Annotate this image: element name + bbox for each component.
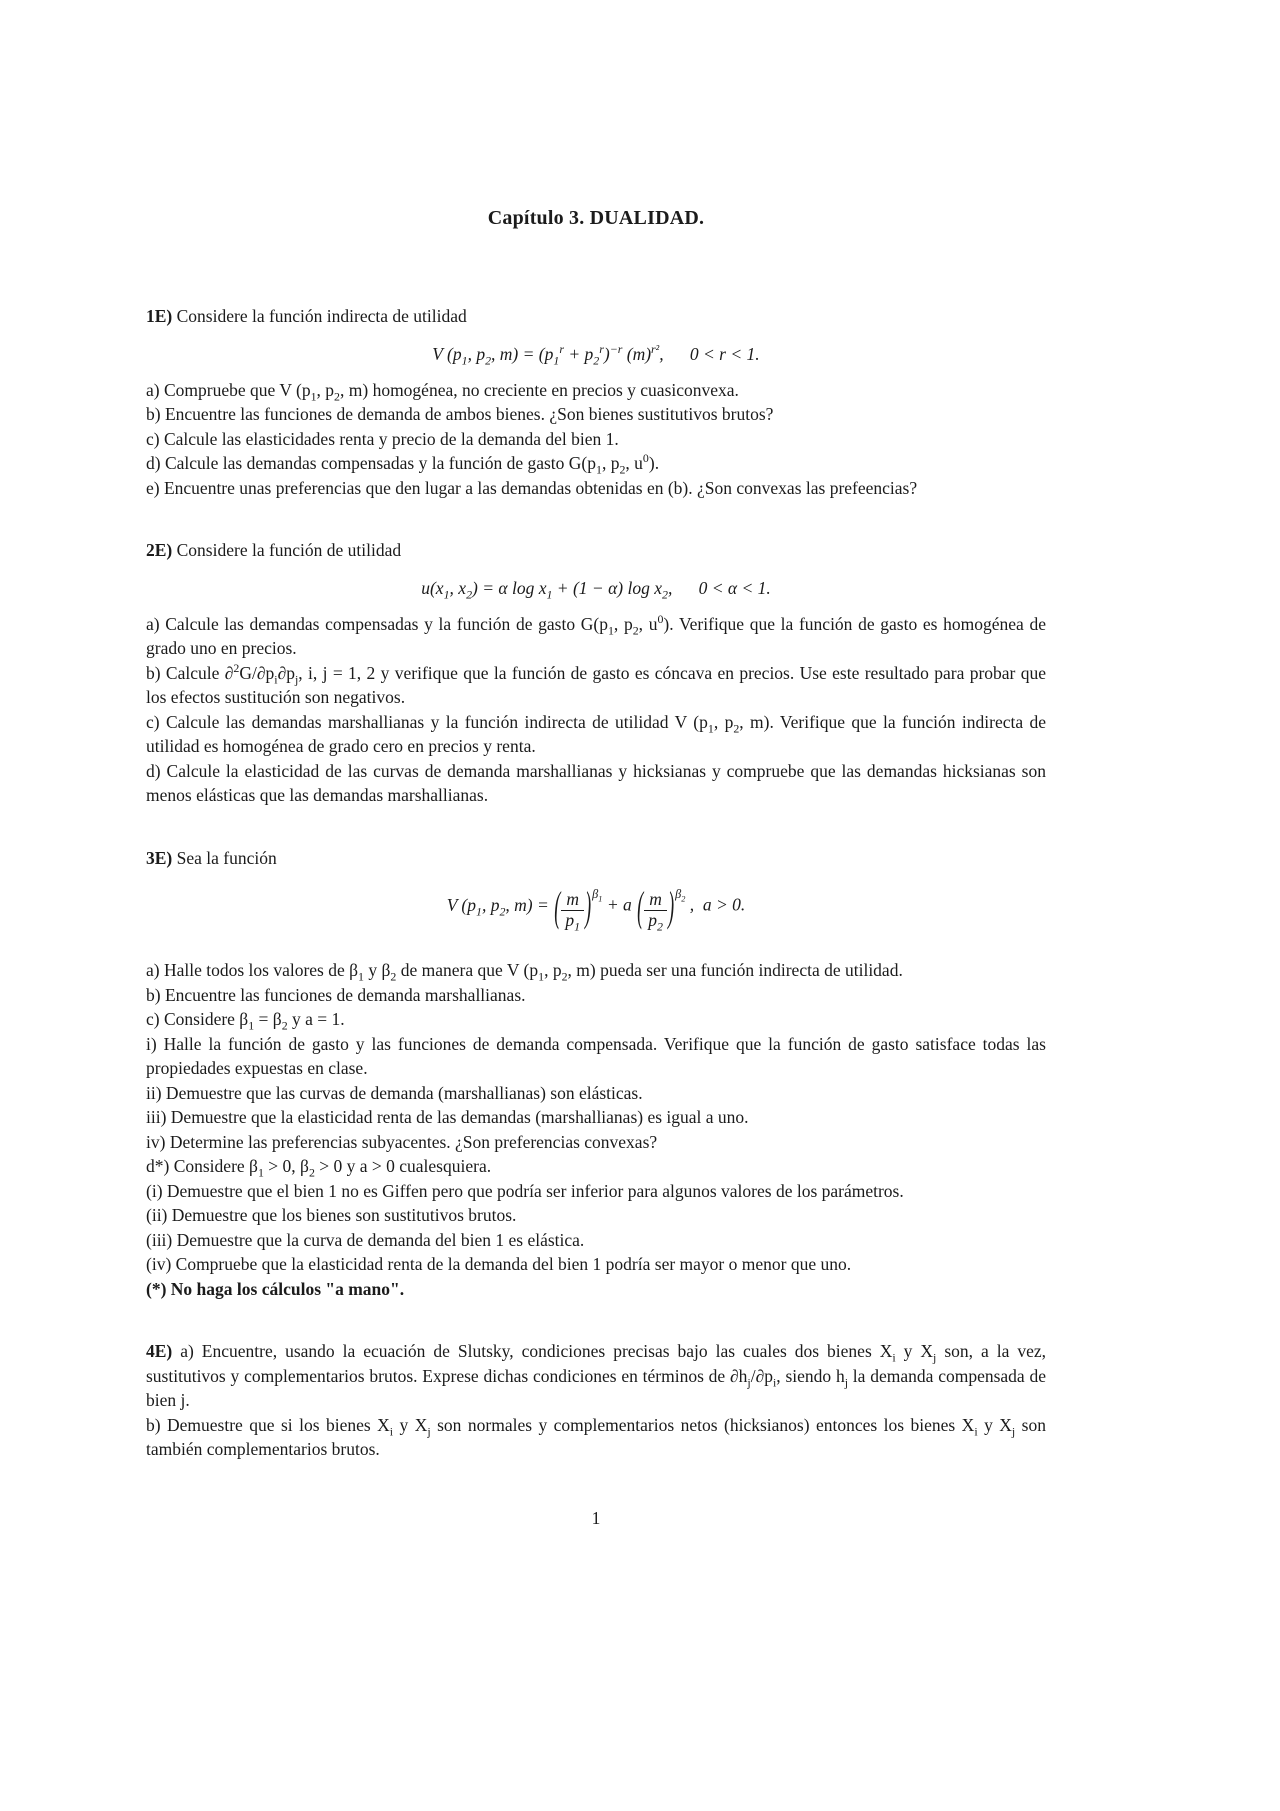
problem-4e-part-b: b) Demuestre que si los bienes $X_i$ y $X_j$ son normales y complementarios netos (hicksianos) entonces los bienes $X_i$ y $X_j$ son también complementarios brutos. bbox=[146, 1414, 1046, 1460]
page-number: 1 bbox=[591, 1507, 601, 1528]
problem-2e-item-c: c) Calcule las demandas marshallianas y la función indirecta de utilidad V ($p_1$, $p_2$, m). Verifique que la función indirecta de utilidad es homogénea de grado cero en precios y renta. bbox=[146, 711, 1047, 756]
problem-3e-item-dstar: d*) Considere $\beta_1 > 0$, $\beta_2 > 0$ y a > 0 cualesquiera. bbox=[146, 1156, 492, 1180]
formula-3e-tail: , a > 0. bbox=[685, 894, 746, 915]
right-paren: ) bbox=[667, 883, 675, 930]
problem-3e-item-c: c) Considere $\beta_1 = \beta_2$ y a = 1. bbox=[146, 1009, 345, 1033]
fraction-2-numerator: m bbox=[649, 889, 662, 909]
problem-3e-item-i: i) Halle la función de gasto y las funciones de demanda compensada. Verifique que la función de gasto satisface todas las propiedades expuestas en clase. bbox=[146, 1033, 1046, 1079]
fraction-1-denominator: $p_1$ bbox=[561, 910, 584, 931]
formula-2e: $u(x_1$, $x_2) = \alpha$ $\log x_1 + (1 - \alpha)$ $\log x_2$, 0 < α < 1. bbox=[421, 577, 771, 601]
problem-3e-item-dii: (ii) Demuestre que los bienes son sustitutivos brutos. bbox=[146, 1205, 517, 1226]
problem-3e-label: 3E) bbox=[146, 847, 173, 868]
problem-2e-intro-text: Considere la función de utilidad bbox=[176, 540, 402, 560]
chapter-title: Capítulo 3. DUALIDAD. bbox=[487, 207, 705, 229]
problem-3e-item-di: (i) Demuestre que el bien 1 no es Giffen pero que podría ser inferior para algunos valores de los parámetros. bbox=[146, 1180, 904, 1201]
problem-3e-item-a: a) Halle todos los valores de $\beta_1$ y $\beta_2$ de manera que V ($p_1$, $p_2$, m) pueda ser una función indirecta de utilidad. bbox=[146, 960, 903, 984]
formula-3e-lhs: V ($p_1$, $p_2$, m) = bbox=[446, 894, 554, 919]
problem-2e-item-d: d) Calcule la elasticidad de las curvas de demanda marshallianas y hicksianas y compruebe que las demandas hicksianas son menos elásticas que las demandas marshallianas. bbox=[146, 760, 1046, 805]
fraction-1 bbox=[561, 889, 584, 934]
problem-1e-item-c: c) Calcule las elasticidades renta y precio de la demanda del bien 1. bbox=[146, 428, 619, 449]
problem-3e-item-diii: (iii) Demuestre que la curva de demanda del bien 1 es elástica. bbox=[146, 1229, 585, 1250]
problem-1e-label: 1E) bbox=[146, 306, 173, 326]
left-paren: ( bbox=[637, 883, 644, 930]
problem-1e-intro bbox=[146, 304, 1046, 329]
formula-1e: V ($p_1$, $p_2$, $m) = (p_1^r + p_2^r)^{-r}$ $(m)^{r^2}$, 0 < r < 1. bbox=[432, 341, 760, 367]
formula-3e-mid: + a bbox=[602, 894, 637, 915]
problem-1e-item-d: d) Calcule las demandas compensadas y la función de gasto $G(p_1$, $p_2$, $u^0$). bbox=[146, 451, 660, 477]
fraction-2 bbox=[644, 889, 667, 934]
problem-4e-part-a bbox=[146, 1339, 1046, 1413]
problem-3e-note: (*) No haga los cálculos "a mano". bbox=[146, 1278, 405, 1299]
problem-3e-item-b: b) Encuentre las funciones de demanda marshallianas. bbox=[146, 984, 526, 1005]
problem-1e-item-a: a) Compruebe que V ($p_1$, $p_2$, m) homogénea, no creciente en precios y cuasiconvexa. bbox=[146, 379, 739, 403]
problem-3e-intro-text: Sea la función bbox=[176, 847, 277, 868]
fraction-2-denominator: $p_2$ bbox=[644, 910, 667, 931]
problem-4e-label: 4E) bbox=[146, 1341, 173, 1362]
problem-3e-item-iii: iii) Demuestre que la elasticidad renta de las demandas (marshallianas) es igual a uno. bbox=[146, 1107, 749, 1128]
problem-2e-label: 2E) bbox=[146, 540, 173, 560]
left-paren: ( bbox=[554, 883, 561, 930]
problem-2e-item-b: b) Calcule $\partial^2G/\partial p_i\partial p_j$, i, j = 1, 2 y verifique que la función de gasto es cóncava en precios. Use este resultado para probar que los efectos sustitución son negativos. bbox=[146, 660, 1046, 707]
right-paren: ) bbox=[585, 883, 592, 930]
formula-3e bbox=[146, 876, 1046, 944]
problem-1e-item-b: b) Encuentre las funciones de demanda de ambos bienes. ¿Son bienes sustitutivos brutos? bbox=[146, 404, 774, 424]
problem-2e-intro bbox=[146, 538, 1046, 563]
problem-2e-item-a: a) Calcule las demandas compensadas y la función de gasto $G(p_1$, $p_2$, $u^0$). Verifique que la función de gasto es homogénea de grado uno en precios. bbox=[146, 611, 1046, 658]
document-page bbox=[146, 0, 1046, 1530]
problem-3e-item-div: (iv) Compruebe que la elasticidad renta de la demanda del bien 1 podría ser mayor o menor que uno. bbox=[146, 1254, 852, 1275]
problem-4e-part-a-text: a) Encuentre, usando la ecuación de Slutsky, condiciones precisas bajo las cuales dos bienes $X_i$ y $X_j$ son, a la vez, sustitutivos y complementarios brutos. Exprese dichas condiciones en términos de $\partial h_j/\partial p_i$, siendo $h_j$ la demanda compensada de bien j. bbox=[146, 1341, 1046, 1411]
problem-1e-item-e: e) Encuentre unas preferencias que den lugar a las demandas obtenidas en (b). ¿Son convexas las prefeencias? bbox=[146, 477, 918, 498]
fraction-1-numerator: m bbox=[566, 889, 579, 909]
problem-3e-intro bbox=[146, 846, 1046, 871]
exponent-beta2: β2 bbox=[675, 886, 686, 904]
problem-3e-item-ii: ii) Demuestre que las curvas de demanda (marshallianas) son elásticas. bbox=[146, 1082, 643, 1103]
exponent-beta1: β1 bbox=[592, 886, 603, 904]
problem-1e-intro-text: Considere la función indirecta de utilidad bbox=[176, 306, 467, 326]
problem-3e-item-iv: iv) Determine las preferencias subyacentes. ¿Son preferencias convexas? bbox=[146, 1131, 658, 1152]
